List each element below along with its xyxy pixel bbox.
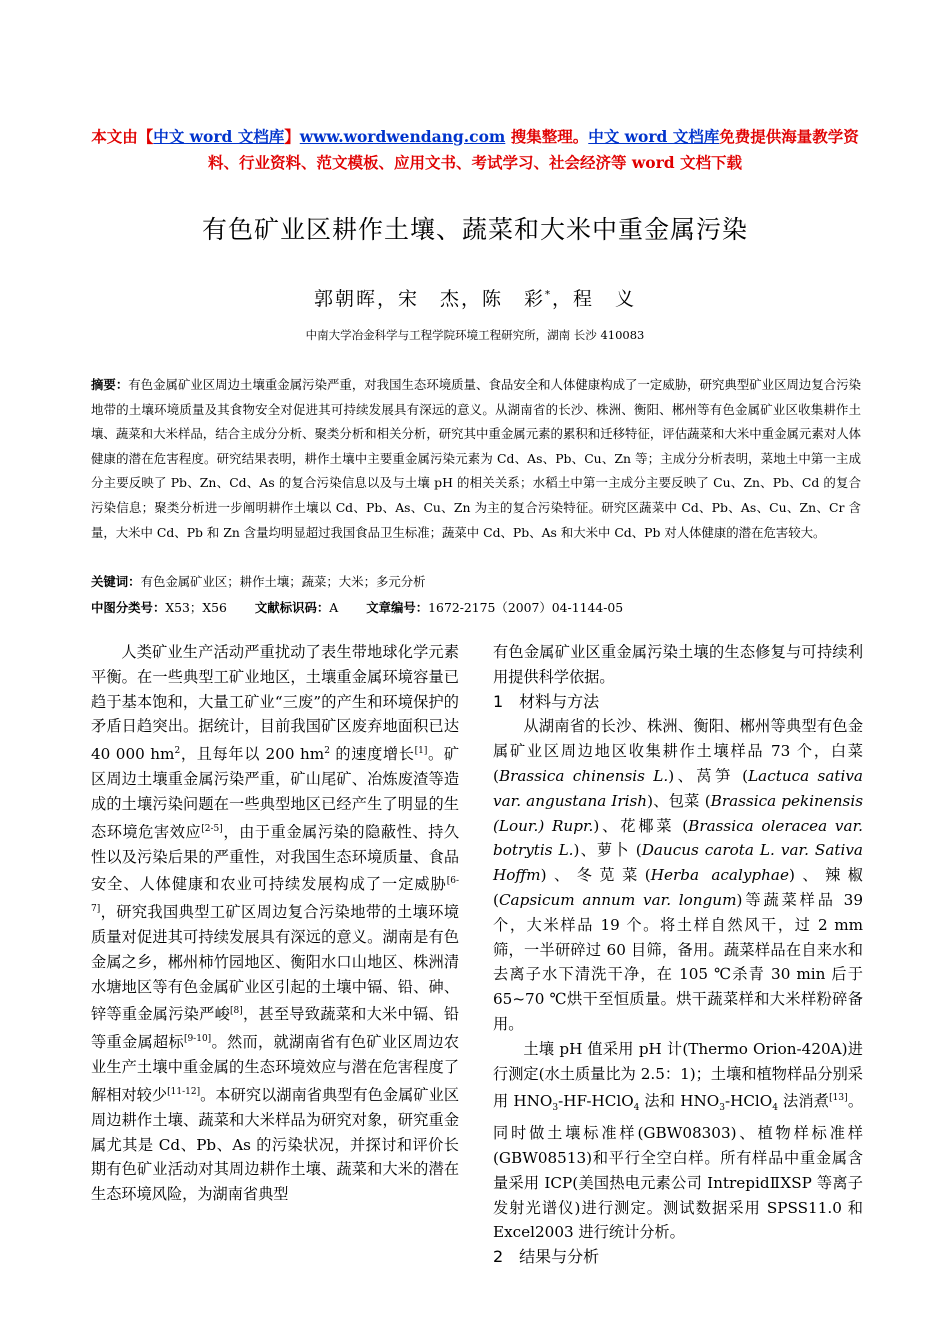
- keywords: 关键词：有色金属矿业区；耕作土壤；蔬菜；大米；多元分析: [91, 574, 426, 589]
- authors: 郭朝晖，宋 杰，陈 彩*，程 义: [313, 288, 637, 310]
- intro-paragraph: 人类矿业生产活动严重扰动了表生带地球化学元素平衡。在一些典型工矿业地区，土壤重金属环境容量已趋于基本饱和，大量工矿业“三废”的产生和环境保护的矛盾日趋突出。据统计，目前我国矿区废弃地面积已达 40 000 $hm^2$，且每年以 200 $hm^2$ 的速度增长[1]。矿区周边土壤重金属污染严重，矿山尾矿、冶炼废渣等造成的土壤污染问题在一些典型地区已经产生了明显的生态环境危害效应[2-5]，由于重金属污染的隐蔽性、持久性以及污染后果的严重性，对我国生态环境质量、食品安全、人体健康和农业可持续发展构成了一定威胁[6-7]，研究我国典型工矿区周边复合污染地带的土壤环境质量对促进其可持续发展具有深远的意义。湖南是有色金属之乡，郴州柿竹园地区、衡阳水口山地区、株洲清水塘地区等有色金属矿业区引起的土壤中镉、铅、砷、锌等重金属污染严峻[8]，甚至导致蔬菜和大米中镉、铅等重金属超标[9-10]。然而，就湖南省有色矿业区周边农业生产土壤中重金属的生态环境效应与潜在危害程度了解相对较少[11-12]。本研究以湖南省典型有色金属矿业区周边耕作土壤、蔬菜和大米样品为研究对象，研究重金属尤其是 Cd、Pb、As 的污染状况，并探讨和评价长期有色矿业活动对其周边耕作土壤、蔬菜和大米的潜在生态环境风险，为湖南省典型: [91, 643, 460, 1204]
- source-banner: 本文由【中文 word 文档库】www.wordwendang.com 搜集整理。中文 word 文档库免费提供海量教学资料、行业资料、范文模板、应用文书、考试学习、社会经济等 word 文档下载: [91, 127, 859, 172]
- body-left-column: [91, 640, 459, 1207]
- section-heading-results: 2 结果与分析: [493, 1247, 600, 1267]
- abstract-text: 有色金属矿业区周边土壤重金属污染严重，对我国生态环境质量、食品安全和人体健康构成了一定威胁，研究典型矿业区周边复合污染地带的土壤环境质量及其食物安全对促进其可持续发展具有深远的意义。从湖南省的长沙、株洲、衡阳、郴州等有色金属矿业区收集耕作土壤、蔬菜和大米样品，结合主成分分析、聚类分析和相关分析，研究其中重金属元素的累积和迁移特征，评估蔬菜和大米中重金属元素对人体健康的潜在危害程度。研究结果表明，耕作土壤中主要重金属污染元素为 Cd、As、Pb、Cu、Zn 等；主成分分析表明，菜地土中第一主成分主要反映了 Pb、Zn、Cd、As 的复合污染信息以及与土壤 pH 的相关关系；水稻土中第一主成分主要反映了 Cu、Zn、Pb、Cd 的复合污染信息；聚类分析进一步阐明耕作土壤以 Cd、Pb、As、Cu、Zn 为主的复合污染特征。研究区蔬菜中 Cd、Pb、As、Cu、Zn、Cr 含量，大米中 Cd、Pb 和 Zn 含量均明显超过我国食品卫生标准；蔬菜中 Cd、Pb、As 和大米中 Cd、Pb 对人体健康的潜在危害较大。: [91, 377, 862, 540]
- abstract-label: 摘要：: [91, 377, 129, 392]
- methods-paragraph-2: 土壤 pH 值采用 pH 计(Thermo Orion-420A)进行测定(水土质量比为 2.5：1)；土壤和植物样品分别采用 $HNO_3-HF-HClO_4$ 法和 $HNO_3-HClO_4$ 法消煮[13]。同时做土壤标准样(GBW08303)、植物样标准样(GBW08513)和平行全空白样。所有样品中重金属含量采用 ICP(美国热电元素公司 IntrepidⅡXSP 等离子发射光谱仪)进行测定。测试数据采用 SPSS11.0 和 Excel2003 进行统计分析。: [493, 1039, 864, 1242]
- intro-continuation: 有色金属矿业区重金属污染土壤的生态修复与可持续利用提供科学依据。: [493, 643, 863, 686]
- affiliation: 中南大学冶金科学与工程学院环境工程研究所，湖南 长沙 410083: [305, 328, 645, 342]
- site-url-link[interactable]: www.wordwendang.com: [299, 127, 506, 146]
- body-right-column: [493, 640, 863, 1270]
- site-name-link[interactable]: 中文 word 文档库: [153, 127, 285, 146]
- section-heading-methods: 1 材料与方法: [493, 691, 600, 711]
- site-name-link-2[interactable]: 中文 word 文档库: [588, 127, 720, 146]
- classification-line: 中图分类号：X53；X56 文献标识码：A 文章编号：1672-2175（2007）04-1144-05: [91, 600, 624, 615]
- paper-title: 有色矿业区耕作土壤、蔬菜和大米中重金属污染: [201, 215, 748, 244]
- abstract: [91, 373, 861, 545]
- methods-paragraph-1: 从湖南省的长沙、株洲、衡阳、郴州等典型有色金属矿业区周边地区收集耕作土壤样品 73 个，白菜 (Brassica chinensis L.)、莴笋 (Lactuca sativa var. angustana Irish)、包菜 (Brassica pekinensis (Lour.) Rupr.)、花椰菜 (Brassica oleracea var. botrytis L.)、萝卜 (Daucus carota L. var. Sativa Hoffm)、冬苋菜(Herba acalyphae)、辣椒(Capsicum annum var. longum)等蔬菜样品 39 个，大米样品 19 个。将土样自然风干，过 2 mm 筛，一半研碎过 60 目筛，备用。蔬菜样品在自来水和去离子水下清洗干净，在 105 ℃杀青 30 min 后于 65~70 ℃烘干至恒质量。烘干蔬菜样和大米样粉碎备用。: [493, 717, 863, 1033]
